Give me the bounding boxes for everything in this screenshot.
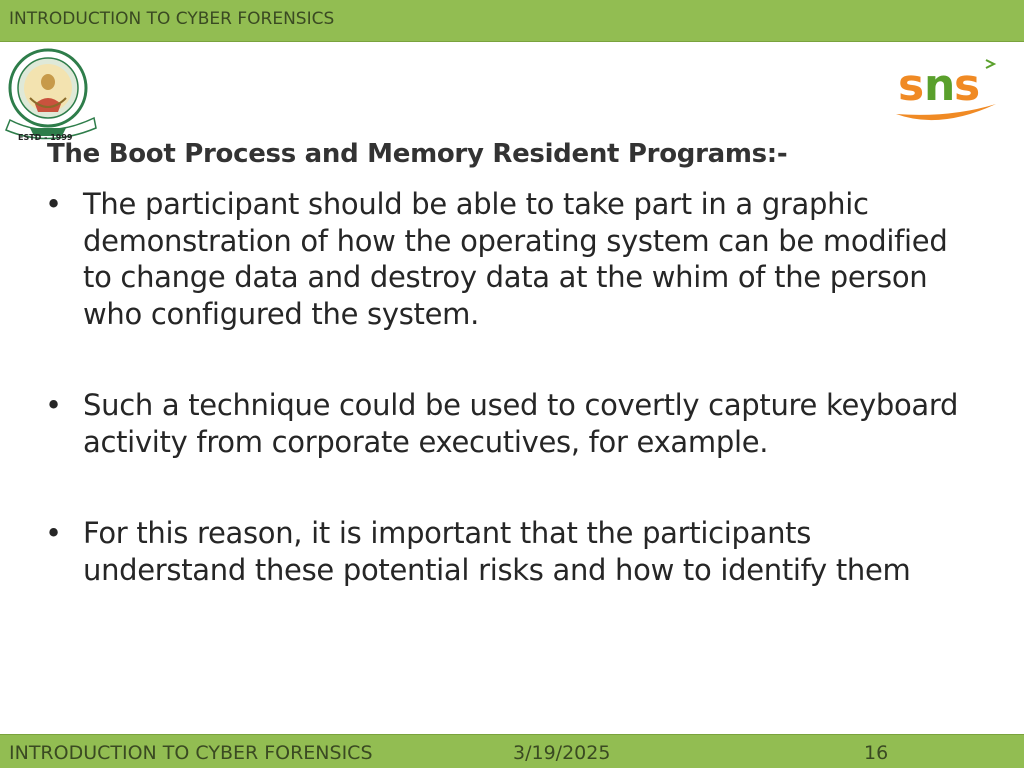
footer-date: 3/19/2025 xyxy=(513,742,611,764)
footer-band xyxy=(0,734,1024,768)
bullet-item xyxy=(42,515,962,588)
slide-heading: The Boot Process and Memory Resident Programs:- xyxy=(47,139,788,169)
header-title: INTRODUCTION TO CYBER FORENSICS xyxy=(9,9,335,29)
svg-text:s: s xyxy=(954,60,977,111)
bullet-list xyxy=(42,186,962,643)
estd-label: ESTD - 1999 xyxy=(18,133,73,142)
bullet-item xyxy=(42,387,962,460)
svg-text:n: n xyxy=(924,60,952,111)
header-band xyxy=(0,0,1024,42)
bullet-text: Such a technique could be used to covertly capture keyboard activity from corporate executives, for example. xyxy=(83,388,959,459)
bullet-item xyxy=(42,186,962,332)
svg-text:s: s xyxy=(898,60,921,111)
bullet-dot-icon: • xyxy=(45,388,62,422)
footer-page-number: 16 xyxy=(864,742,889,764)
bullet-dot-icon: • xyxy=(45,187,62,221)
bullet-text: For this reason, it is important that the participants understand these potential risks and how to identify them xyxy=(83,516,911,587)
sns-logo-icon xyxy=(890,52,1002,124)
bullet-text: The participant should be able to take part in a graphic demonstration of how the operating system can be modified to change data and destroy data at the whim of the person who configured the system. xyxy=(83,187,948,331)
footer-title: INTRODUCTION TO CYBER FORENSICS xyxy=(9,742,373,764)
bullet-dot-icon: • xyxy=(45,516,62,550)
